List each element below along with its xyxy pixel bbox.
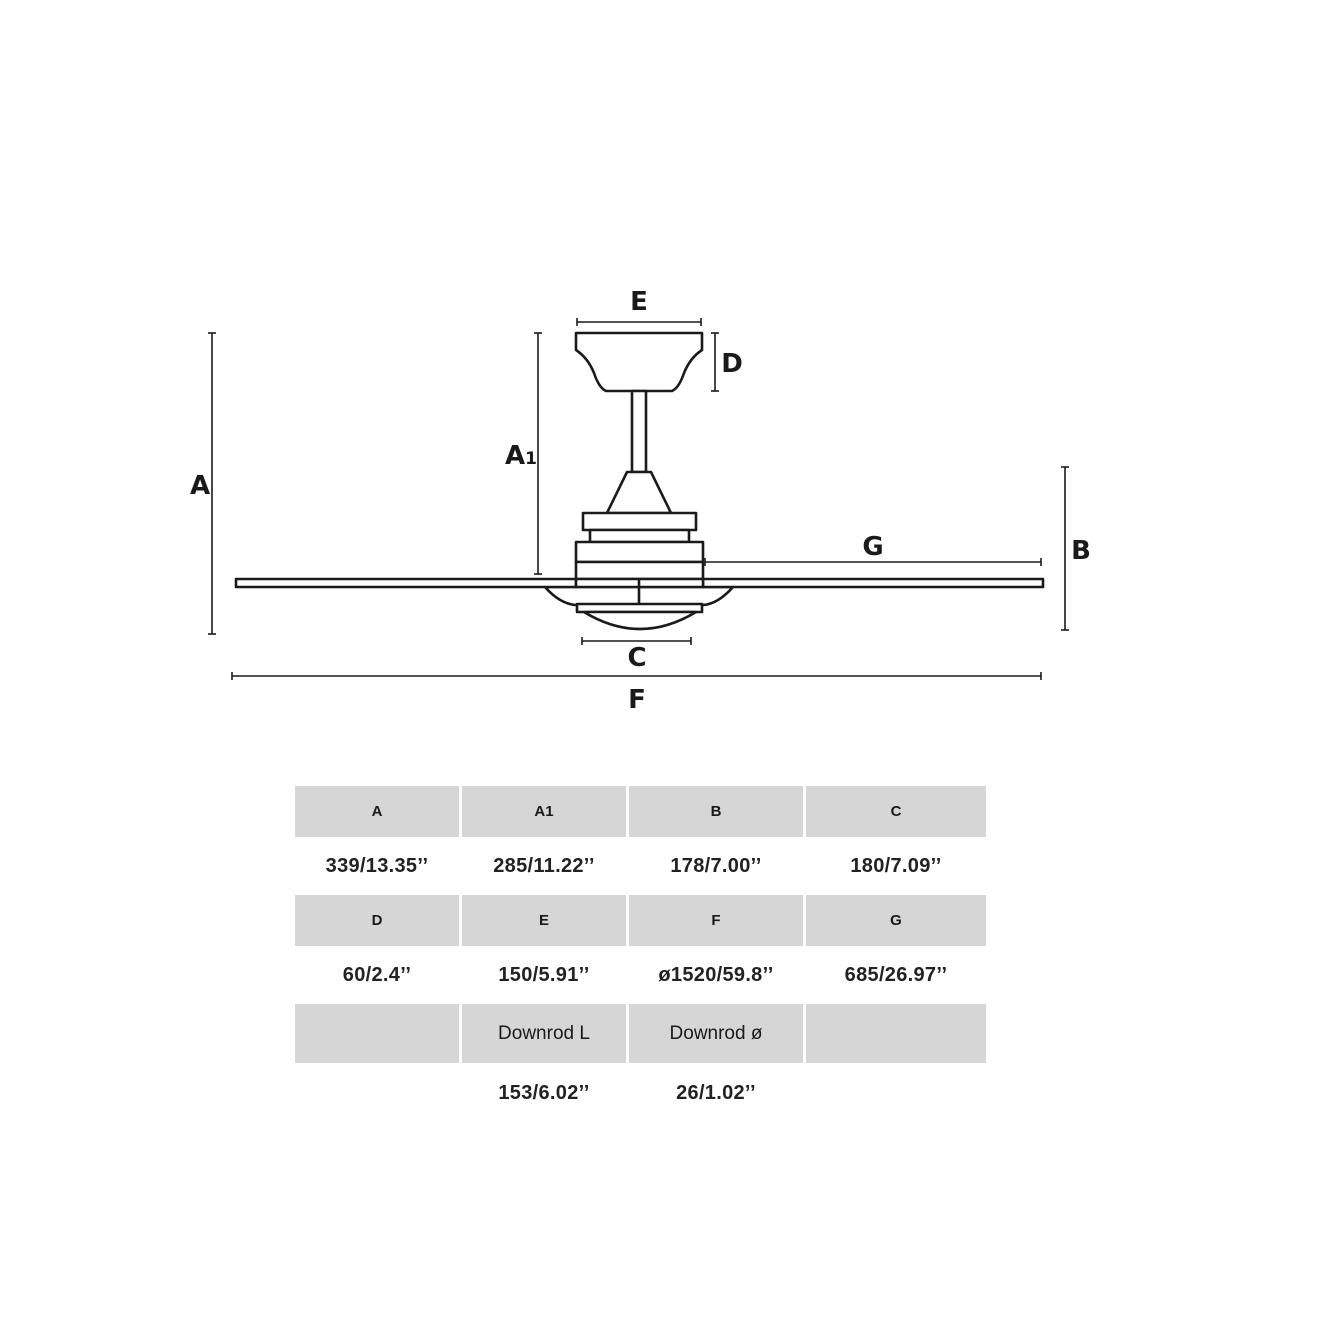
table-header-a1: A1 <box>462 786 626 837</box>
dimensions-table <box>295 786 986 1123</box>
table-value-c: 180/7.09’’ <box>850 854 942 877</box>
label-a: A <box>189 471 211 501</box>
dimension-line-e <box>577 318 701 326</box>
table-header-a: A <box>295 786 459 837</box>
table-value-a: 339/13.35’’ <box>325 854 429 877</box>
table-value-g: 685/26.97’’ <box>844 963 948 986</box>
motor-housing-neck <box>590 530 689 542</box>
table-header-g: G <box>806 895 986 946</box>
label-g: G <box>862 532 884 562</box>
label-a1 <box>505 441 537 471</box>
dimension-line-f <box>232 672 1041 680</box>
label-c: C <box>627 643 647 673</box>
table-value-downrod-length: 153/6.02’’ <box>498 1081 590 1104</box>
table-header-downrod-length: Downrod L <box>462 1004 626 1063</box>
label-e: E <box>630 287 648 317</box>
label-a1-main: A <box>505 441 526 471</box>
table-value-empty-left <box>295 1063 459 1123</box>
canopy <box>576 333 702 391</box>
table-header-c: C <box>806 786 986 837</box>
table-value-a1: 285/11.22’’ <box>493 854 595 877</box>
motor-housing-base <box>576 562 703 579</box>
label-f: F <box>628 685 646 715</box>
table-header-downrod-diameter: Downrod ø <box>629 1004 803 1063</box>
downrod <box>632 391 646 472</box>
dimension-line-d <box>711 333 719 391</box>
light-bowl <box>584 612 696 629</box>
table-header-e: E <box>462 895 626 946</box>
table-header-empty-right <box>806 1004 986 1063</box>
fan-blade-left <box>236 579 576 587</box>
dimension-line-b <box>1061 467 1069 630</box>
table-header-f: F <box>629 895 803 946</box>
table-header-empty-left <box>295 1004 459 1063</box>
fan-blade-right <box>703 579 1043 587</box>
label-b: B <box>1071 536 1091 566</box>
motor-housing-top <box>583 513 696 530</box>
table-header-d: D <box>295 895 459 946</box>
table-value-empty-right <box>806 1063 986 1123</box>
label-d: D <box>721 349 743 379</box>
table-value-b: 178/7.00’’ <box>670 854 762 877</box>
table-value-d: 60/2.4’’ <box>342 963 412 986</box>
table-header-b: B <box>629 786 803 837</box>
motor-cone <box>607 472 671 513</box>
table-value-f: ø1520/59.8’’ <box>658 963 774 986</box>
table-value-downrod-diameter: 26/1.02’’ <box>676 1081 756 1104</box>
label-a1-sub: 1 <box>525 449 537 469</box>
table-value-e: 150/5.91’’ <box>498 963 590 986</box>
motor-housing-body <box>576 542 703 562</box>
